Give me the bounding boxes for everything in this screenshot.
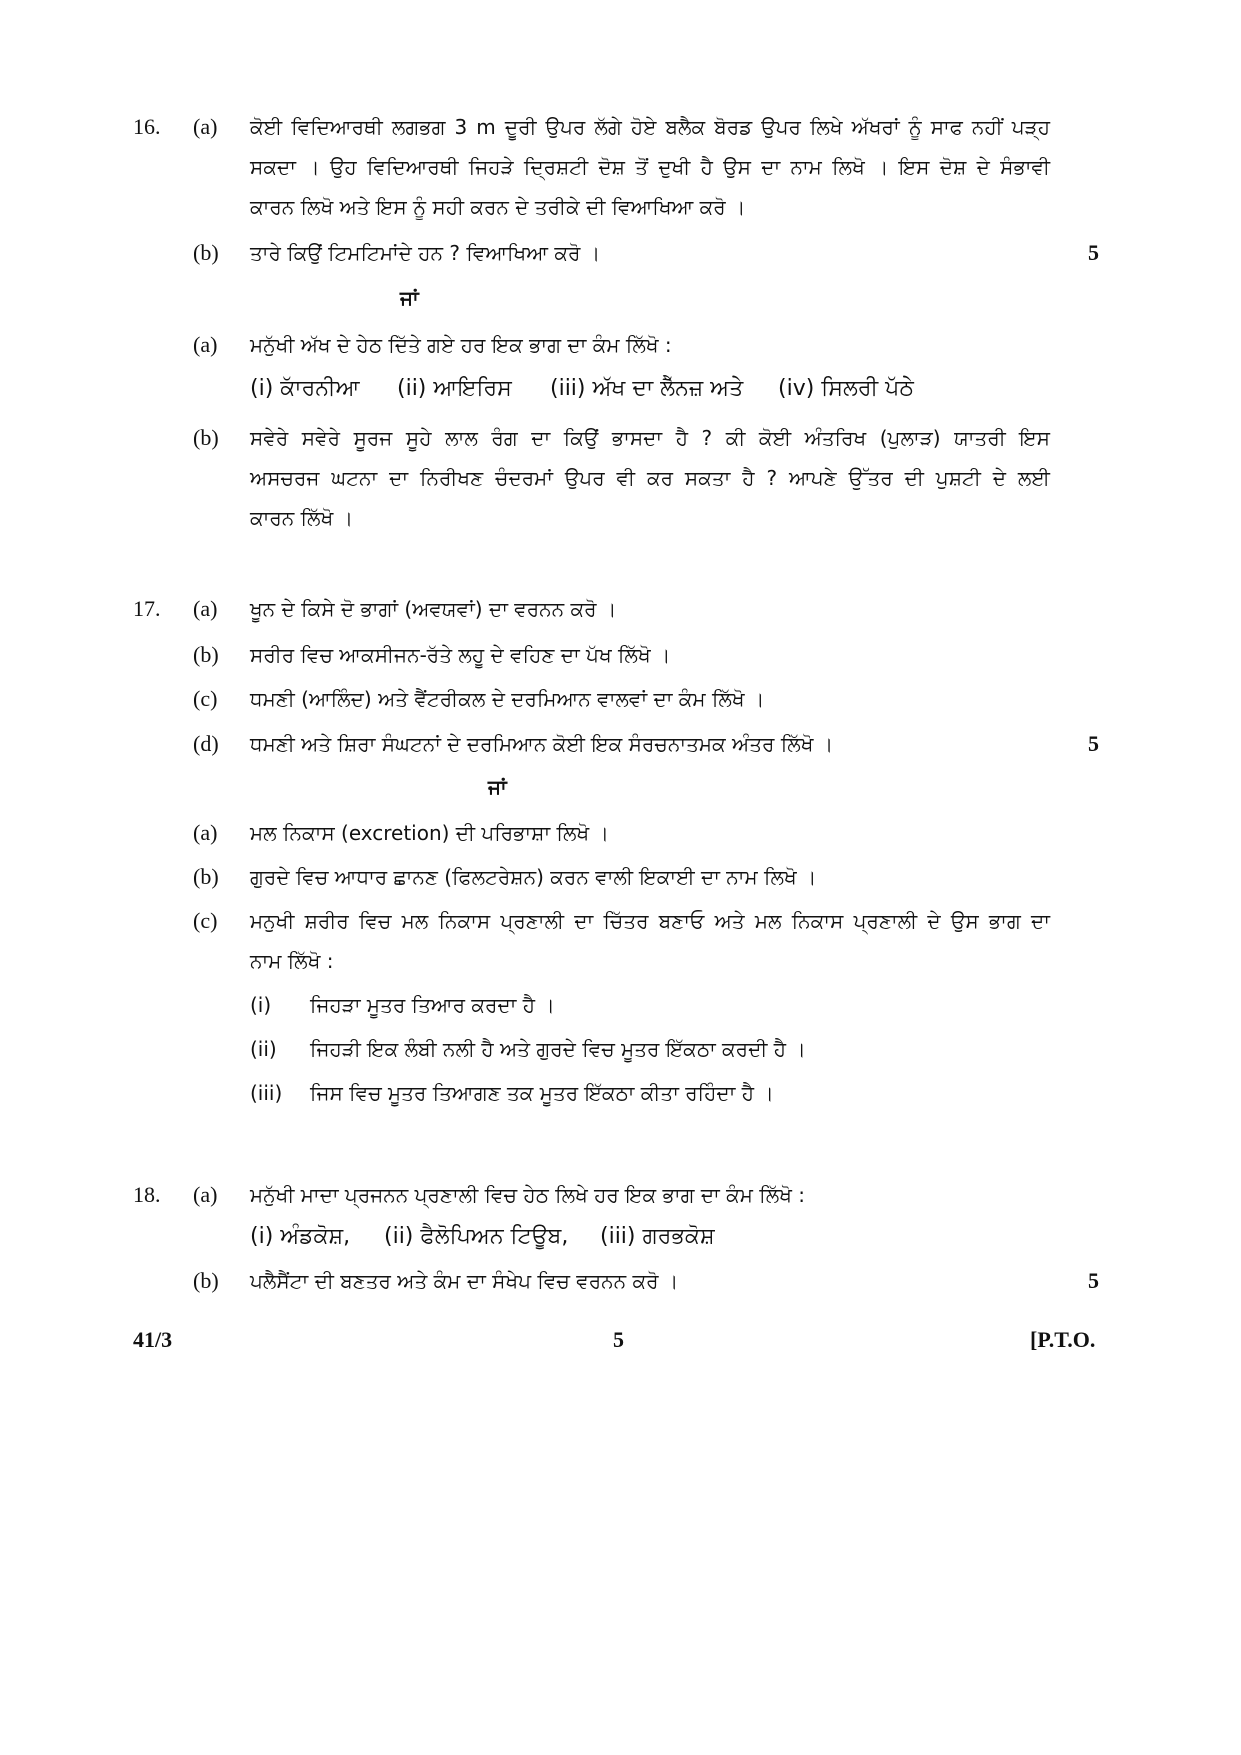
question-text-line: ਮਲ ਨਿਕਾਸ (excretion) ਦੀ ਪਰਿਭਾਸ਼ਾ ਲਿਖੋ । — [250, 821, 610, 845]
option-item: (ii) ਆਇਰਿਸ — [397, 376, 512, 401]
question-text-line: ਕੋਈ ਵਿਦਿਆਰਥੀ ਲਗਭਗ 3 m ਦੂਰੀ ਉਪਰ ਲੱਗੇ ਹੋਏ ਬਲੈਕ ਬੋਰਡ ਉਪਰ ਲਿਖੇ ਅੱਖਰਾਂ ਨੂੰ ਸਾਫ ਨਹੀਂ ਪੜ੍ਹ — [250, 115, 1050, 139]
question-number: 18. — [133, 1182, 161, 1207]
or-separator: ਜਾਂ — [400, 286, 419, 310]
sub-part-text: ਜਿਸ ਵਿਚ ਮੂਤਰ ਤਿਆਗਣ ਤਕ ਮੂਤਰ ਇੱਕਠਾ ਕੀਤਾ ਰਹਿੰਦਾ ਹੈ । — [310, 1081, 774, 1105]
part-label: (b) — [193, 1268, 219, 1293]
part-label: (d) — [193, 731, 219, 756]
part-label: (a) — [193, 596, 218, 621]
question-text-line: ਧਮਣੀ ਅਤੇ ਸ਼ਿਰਾ ਸੰਘਟਨਾਂ ਦੇ ਦਰਮਿਆਨ ਕੋਈ ਇਕ ਸੰਰਚਨਾਤਮਕ ਅੰਤਰ ਲਿੱਖੋ । — [250, 732, 834, 756]
question-text-line: ਮਨੁੱਖੀ ਅੱਖ ਦੇ ਹੇਠ ਦਿੱਤੇ ਗਏ ਹਰ ਇਕ ਭਾਗ ਦਾ ਕੰਮ ਲਿੱਖੋ : — [250, 333, 672, 357]
or-separator: ਜਾਂ — [488, 775, 507, 799]
option-item: (ii) ਫੈਲੋਪਿਅਨ ਟਿਊਬ, — [384, 1224, 569, 1249]
part-label: (a) — [193, 332, 218, 357]
part-label: (c) — [193, 686, 218, 711]
sub-part-text: ਜਿਹੜਾ ਮੂਤਰ ਤਿਆਰ ਕਰਦਾ ਹੈ । — [310, 993, 555, 1017]
part-label: (b) — [193, 425, 219, 450]
sub-part-label: (ii) — [250, 1037, 277, 1061]
question-text-line: ਸਵੇਰੇ ਸਵੇਰੇ ਸੂਰਜ ਸੂਹੇ ਲਾਲ ਰੰਗ ਦਾ ਕਿਉਂ ਭਾਸਦਾ ਹੈ ? ਕੀ ਕੋਈ ਅੰਤਰਿਖ (ਪੁਲਾੜ) ਯਾਤਰੀ ਇਸ — [250, 426, 1050, 450]
question-text-line: ਅਸਚਰਜ ਘਟਨਾ ਦਾ ਨਿਰੀਖਣ ਚੰਦਰਮਾਂ ਉਪਰ ਵੀ ਕਰ ਸਕਤਾ ਹੈ ? ਆਪਣੇ ਉੱਤਰ ਦੀ ਪੁਸ਼ਟੀ ਦੇ ਲਈ — [250, 466, 1050, 490]
part-label: (a) — [193, 114, 218, 139]
paper-code: 41/3 — [133, 1327, 173, 1352]
question-text-line: ਪਲੈਸੈਂਟਾ ਦੀ ਬਣਤਰ ਅਤੇ ਕੰਮ ਦਾ ਸੰਖੇਪ ਵਿਚ ਵਰਨਨ ਕਰੋ । — [250, 1269, 679, 1293]
marks: 5 — [1088, 731, 1099, 756]
question-text-line: ਗੁਰਦੇ ਵਿਚ ਆਧਾਰ ਛਾਨਣ (ਫਿਲਟਰੇਸ਼ਨ) ਕਰਨ ਵਾਲੀ ਇਕਾਈ ਦਾ ਨਾਮ ਲਿਖੋ । — [250, 865, 817, 889]
option-item: (i) ਕਾੱਰਨੀਆ — [250, 376, 360, 401]
question-text-line: ਸਰੀਰ ਵਿਚ ਆਕਸੀਜਨ-ਰੱਤੇ ਲਹੂ ਦੇ ਵਹਿਣ ਦਾ ਪੱਖ ਲਿੱਖੋ । — [250, 643, 671, 667]
question-text-line: ਨਾਮ ਲਿੱਖੋ : — [250, 949, 334, 973]
part-label: (c) — [193, 908, 218, 933]
part-label: (b) — [193, 642, 219, 667]
question-text-line: ਮਨੁੱਖੀ ਮਾਦਾ ਪ੍ਰਜਨਨ ਪ੍ਰਣਾਲੀ ਵਿਚ ਹੇਠ ਲਿਖੇ ਹਰ ਇਕ ਭਾਗ ਦਾ ਕੰਮ ਲਿੱਖੋ : — [250, 1183, 806, 1207]
question-number: 16. — [133, 114, 161, 139]
question-text-line: ਤਾਰੇ ਕਿਉਂ ਟਿਮਟਿਮਾਂਦੇ ਹਨ ? ਵਿਆਖਿਆ ਕਰੋ । — [250, 241, 601, 265]
marks: 5 — [1088, 1268, 1099, 1293]
option-item: (iv) ਸਿਲਰੀ ਪੱਠੇ — [778, 376, 914, 401]
question-text-line: ਖੂਨ ਦੇ ਕਿਸੇ ਦੋ ਭਾਗਾਂ (ਅਵਯਵਾਂ) ਦਾ ਵਰਨਨ ਕਰੋ । — [250, 597, 617, 621]
sub-part-text: ਜਿਹੜੀ ਇਕ ਲੰਬੀ ਨਲੀ ਹੈ ਅਤੇ ਗੁਰਦੇ ਵਿਚ ਮੂਤਰ ਇੱਕਠਾ ਕਰਦੀ ਹੈ । — [310, 1037, 806, 1061]
option-item: (i) ਅੰਡਕੋਸ਼, — [250, 1224, 351, 1249]
sub-part-label: (iii) — [250, 1081, 283, 1105]
part-label: (a) — [193, 1182, 218, 1207]
question-number: 17. — [133, 596, 161, 621]
question-text-line: ਧਮਣੀ (ਆਲਿੰਦ) ਅਤੇ ਵੈਂਟਰੀਕਲ ਦੇ ਦਰਮਿਆਨ ਵਾਲਵਾਂ ਦਾ ਕੰਮ ਲਿੱਖੋ । — [250, 687, 765, 711]
pto-note: [P.T.O. — [1030, 1327, 1096, 1352]
marks: 5 — [1088, 240, 1099, 265]
option-item: (iii) ਅੱਖ ਦਾ ਲੈੱਨਜ਼ ਅਤੇ — [550, 376, 744, 401]
question-text-line: ਕਾਰਨ ਲਿਖੋ ਅਤੇ ਇਸ ਨੂੰ ਸਹੀ ਕਰਨ ਦੇ ਤਰੀਕੇ ਦੀ ਵਿਆਖਿਆ ਕਰੋ । — [250, 195, 746, 219]
option-item: (iii) ਗਰਭਕੋਸ਼ — [600, 1224, 715, 1249]
question-text-line: ਸਕਦਾ । ਉਹ ਵਿਦਿਆਰਥੀ ਜਿਹੜੇ ਦ੍ਰਿਸ਼ਟੀ ਦੋਸ਼ ਤੋਂ ਦੁਖੀ ਹੈ ਉਸ ਦਾ ਨਾਮ ਲਿਖੋ । ਇਸ ਦੋਸ਼ ਦੇ ਸੰਭਾਵੀ — [250, 155, 1050, 179]
question-text-line: ਕਾਰਨ ਲਿੱਖੋ । — [250, 506, 354, 530]
part-label: (b) — [193, 240, 219, 265]
part-label: (a) — [193, 820, 218, 845]
part-label: (b) — [193, 864, 219, 889]
page-number: 5 — [613, 1327, 624, 1352]
question-text-line: ਮਨੁਖੀ ਸ਼ਰੀਰ ਵਿਚ ਮਲ ਨਿਕਾਸ ਪ੍ਰਣਾਲੀ ਦਾ ਚਿੱਤਰ ਬਣਾਓ ਅਤੇ ਮਲ ਨਿਕਾਸ ਪ੍ਰਣਾਲੀ ਦੇ ਉਸ ਭਾਗ ਦਾ — [250, 909, 1050, 933]
sub-part-label: (i) — [250, 993, 272, 1017]
